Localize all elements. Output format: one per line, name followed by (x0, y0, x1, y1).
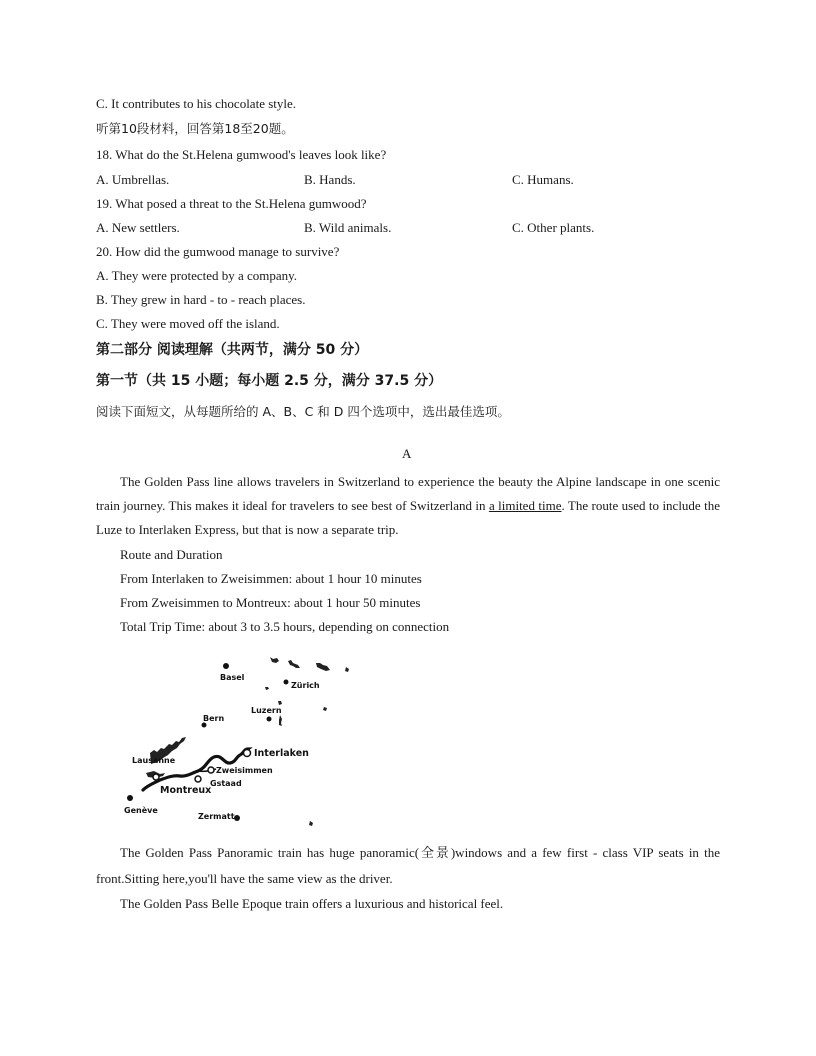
passage-paragraph-3: The Golden Pass Belle Epoque train offers a luxurious and historical feel. (120, 896, 504, 911)
montreux-dot (153, 774, 159, 780)
part2-heading: 第二部分 阅读理解（共两节，满分 50 分） (96, 342, 369, 358)
zurich-label: Zürich (291, 681, 320, 690)
route-map (110, 645, 360, 840)
lausanne-label: Lausanne (132, 756, 176, 765)
basel-dot (223, 663, 229, 669)
gstaad-dot (195, 776, 201, 782)
q20-option-a: A. They were protected by a company. (96, 268, 298, 283)
q19-question: 19. What posed a threat to the St.Helena gumwood? (96, 196, 367, 211)
reading-instruction: 阅读下面短文，从每题所给的 A、B、C 和 D 四个选项中，选出最佳选项。 (96, 404, 510, 419)
passage-paragraph-2: The Golden Pass Panoramic train has huge panoramic(全景)windows and a few first - class VIP seats in the front.Sitting here,you'll have the same view as the driver. (96, 845, 720, 886)
montreux-label: Montreux (160, 785, 212, 796)
zermatt-dot (234, 815, 240, 821)
bern-dot (202, 723, 207, 728)
interlaken-dot (244, 750, 251, 757)
paragraph-1-text: The Golden Pass line allows travelers in Switzerland to experience the beauty the Alpine landscape in one scenic train journey. This makes it ideal for travelers to see best of Switzerland in (96, 474, 720, 513)
q18-option-b: B. Hands. (304, 172, 356, 187)
q17-option-c: C. It contributes to his chocolate style. (96, 96, 297, 111)
q18-question: 18. What do the St.Helena gumwood's leaves look like? (96, 147, 387, 162)
q18-option-c: C. Humans. (512, 172, 574, 187)
q20-question: 20. How did the gumwood manage to survive? (96, 244, 340, 259)
q19-option-b: B. Wild animals. (304, 220, 392, 235)
zweisimmen-dot (208, 767, 214, 773)
q20-option-c: C. They were moved off the island. (96, 316, 280, 331)
paragraph-1-text-end: . The route used to include the Luze to Interlaken Express, but that is now a separate trip. (96, 498, 721, 537)
interlaken-label: Interlaken (254, 748, 309, 759)
route-heading: Route and Duration (120, 547, 223, 562)
gstaad-label: Gstaad (210, 779, 242, 788)
q19-option-a: A. New settlers. (96, 220, 180, 235)
underlined-phrase: a limited time (488, 498, 562, 513)
zurich-dot (284, 680, 289, 685)
zweisimmen-label: Zweisimmen (216, 766, 273, 775)
luzern-dot (267, 717, 272, 722)
listening-10-instruction: 听第10段材料，回答第18至20题。 (96, 121, 294, 136)
route-line-1: From Interlaken to Zweisimmen: about 1 hour 10 minutes (120, 571, 422, 586)
geneve-label: Genève (124, 806, 158, 815)
q19-option-c: C. Other plants. (512, 220, 595, 235)
passage-paragraph-1 (96, 470, 720, 542)
basel-label: Basel (220, 673, 245, 682)
bern-label: Bern (203, 714, 225, 723)
geneve-dot (127, 795, 133, 801)
passage-label: A (402, 446, 412, 461)
total-trip-time: Total Trip Time: about 3 to 3.5 hours, depending on connection (120, 619, 450, 634)
route-line-2: From Zweisimmen to Montreux: about 1 hour 50 minutes (120, 595, 421, 610)
q18-option-a: A. Umbrellas. (96, 172, 170, 187)
zermatt-label: Zermatt (198, 812, 235, 821)
luzern-label: Luzern (251, 706, 282, 715)
q20-option-b: B. They grew in hard - to - reach places. (96, 292, 306, 307)
section1-heading: 第一节（共 15 小题；每小题 2.5 分，满分 37.5 分） (96, 373, 443, 389)
